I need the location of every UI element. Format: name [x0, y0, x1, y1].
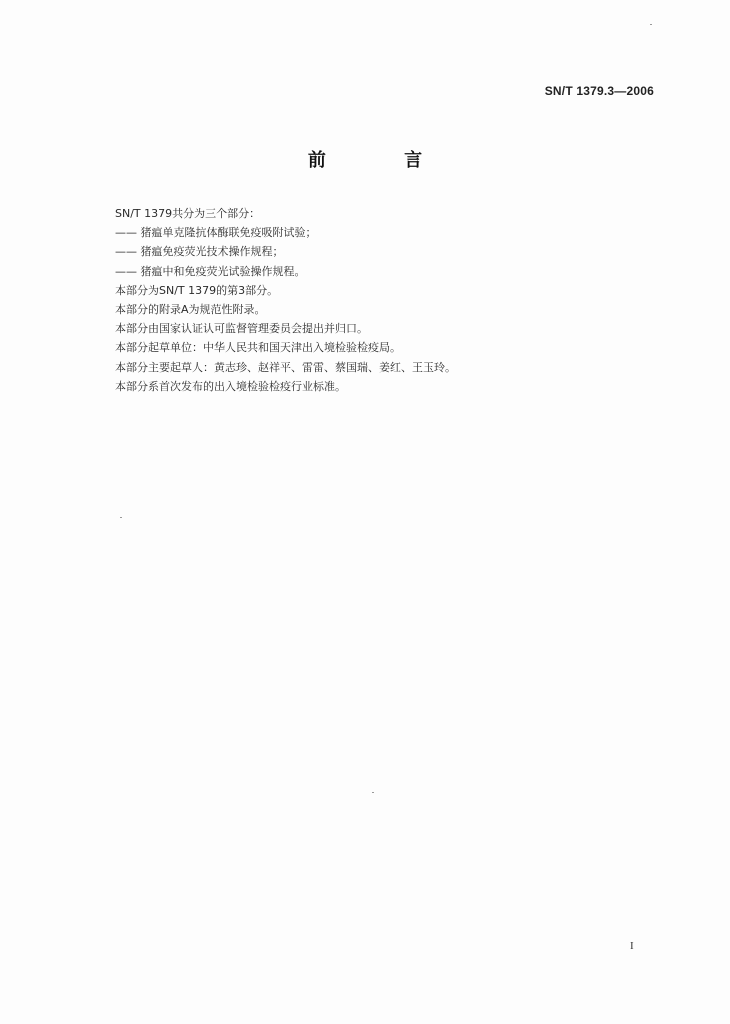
paragraph-line: 本部分起草单位：中华人民共和国天津出入境检验检疫局。: [115, 341, 401, 355]
paragraph-line: —— 猪瘟免疫荧光技术操作规程；: [115, 245, 284, 259]
paragraph-line: 本部分主要起草人：黄志珍、赵祥平、雷雷、蔡国瑞、姜红、王玉玲。: [115, 360, 456, 374]
paragraph-line: 本部分的附录A为规范性附录。: [115, 303, 266, 317]
scan-speck: [372, 792, 374, 793]
paragraph-line: —— 猪瘟单克隆抗体酶联免疫吸附试验；: [115, 226, 317, 240]
paragraph-line: 本部分由国家认证认可监督管理委员会提出并归口。: [115, 322, 368, 336]
paragraph-line: 本部分为SN/T 1379的第3部分。: [115, 283, 279, 297]
paragraph-line: —— 猪瘟中和免疫荧光试验操作规程。: [115, 264, 306, 278]
page-number: I: [630, 940, 634, 952]
paragraph-line: SN/T 1379共分为三个部分：: [115, 207, 261, 220]
paragraph-line: 本部分系首次发布的出入境检验检疫行业标准。: [115, 379, 346, 393]
scan-speck: [650, 24, 652, 25]
standard-code: SN/T 1379.3—2006: [544, 84, 654, 98]
scan-speck: [120, 517, 122, 518]
page-title: 前 言: [307, 150, 459, 171]
foreword-body: [115, 204, 635, 396]
